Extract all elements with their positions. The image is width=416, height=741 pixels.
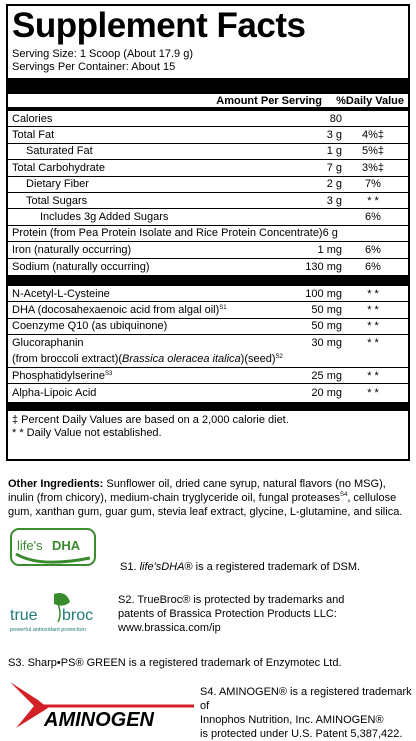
- nutrient-name: Dietary Fiber: [26, 178, 89, 191]
- ingredient-row: [8, 335, 408, 351]
- truebroc-logo-graphic: [8, 588, 106, 634]
- nutrient-row: [8, 111, 408, 127]
- ingredient-source: (from broccoli extract)(: [12, 353, 123, 366]
- thick-divider: [8, 78, 408, 94]
- trademark-s2: [118, 593, 344, 635]
- ingredients-label: Other Ingredients:: [8, 478, 104, 490]
- ingredient-dv: * *: [367, 303, 379, 316]
- ingredient-dv: * *: [367, 320, 379, 333]
- nutrient-dv: 3%‡: [361, 161, 385, 174]
- nutrient-amount: 2 g: [326, 178, 342, 191]
- aminogen-logo: [8, 678, 198, 734]
- ingredient-name: Glucoraphanin: [12, 337, 84, 350]
- s1-text: ® is a registered trademark of DSM.: [184, 561, 361, 573]
- nutrient-name: Iron (naturally occurring): [12, 243, 132, 256]
- ingredients-text-2: , cellulose gum, xanthan gum, guar gum, stevia leaf extract, glycine, L-glutamine, and silica.: [8, 492, 403, 518]
- nutrient-name: Saturated Fat: [26, 145, 93, 158]
- serving-size: Serving Size: 1 Scoop (About 17.9 g): [12, 48, 193, 60]
- logo-tagline: powerful antioxidant protection: [10, 627, 86, 633]
- lifes-dha-logo: [10, 528, 98, 568]
- ingredient-source-end: )(seed): [240, 353, 276, 366]
- aminogen-logo-graphic: [8, 678, 198, 734]
- ingredient-amount: 25 mg: [311, 369, 342, 382]
- ingredients-text: Sunflower oil, dried cane syrup, natural flavors (no MSG), inulin (from chicory), medium-chain tryglyceride oil, fungal proteases: [8, 478, 386, 504]
- servings-per-container: Servings Per Container: About 15: [12, 61, 176, 73]
- ingredient-row: [8, 384, 408, 402]
- nutrient-row: [8, 242, 408, 258]
- nutrient-name: Calories: [12, 112, 53, 125]
- s4-line-2: Innophos Nutrition, Inc. AMINOGEN®: [200, 714, 384, 726]
- ingredient-name: Phosphatidylserine: [12, 369, 105, 382]
- nutrient-row: [8, 259, 408, 275]
- ingredient-amount: 30 mg: [311, 337, 342, 350]
- ingredient-amount: 50 mg: [311, 303, 342, 316]
- nutrient-name: Total Carbohydrate: [12, 161, 105, 174]
- ingredient-latin-name: Brassica oleracea italica: [122, 353, 241, 366]
- s2-line-2: patents of Brassica Protection Products LLC:: [118, 608, 337, 620]
- nutrient-amount: 80: [329, 112, 342, 125]
- ingredient-name: Coenzyme Q10 (as ubiquinone): [12, 320, 168, 333]
- ingredient-amount: 50 mg: [311, 320, 342, 333]
- footnote-not-established: * * Daily Value not established.: [12, 427, 162, 440]
- nutrient-row: [8, 193, 408, 209]
- footnote-ref: S2: [275, 354, 283, 361]
- nutrient-dv: 6%: [365, 211, 381, 224]
- footnote-ref: S3: [104, 370, 113, 377]
- section-divider: [8, 275, 408, 286]
- nutrient-amount: 7 g: [326, 161, 342, 174]
- s4-line-1: S4. AMINOGEN® is a registered trademark of: [200, 686, 412, 712]
- nutrient-name: Total Sugars: [26, 194, 88, 207]
- nutrient-dv: 5%‡: [361, 145, 385, 158]
- logo-text-dha: DHA: [52, 538, 81, 553]
- nutrient-name: Total Fat: [12, 129, 55, 142]
- nutrient-dv: 6%: [365, 243, 381, 256]
- nutrient-dv: 4%‡: [361, 129, 385, 142]
- nutrient-name: Sodium (naturally occurring): [12, 260, 150, 273]
- ingredient-row: [8, 286, 408, 302]
- section-divider: [8, 402, 408, 411]
- logo-text-lifes: life's: [17, 538, 43, 553]
- ingredient-amount: 100 mg: [305, 287, 342, 300]
- lifes-dha-logo-graphic: [10, 528, 98, 568]
- logo-text-true: true: [10, 607, 38, 624]
- nutrient-row: [8, 177, 408, 193]
- s1-prefix: S1.: [120, 561, 140, 573]
- ingredient-dv: * *: [367, 387, 379, 400]
- s4-line-3: is protected under U.S. Patent 5,387,422.: [200, 728, 403, 740]
- ingredient-dv: * *: [367, 337, 379, 350]
- ingredient-dv: * *: [367, 369, 379, 382]
- s2-line-1: S2. TrueBroc® is protected by trademarks and: [118, 594, 345, 606]
- nutrient-name: Protein (from Pea Protein Isolate and Rice Protein Concentrate): [12, 227, 323, 240]
- column-header: [8, 94, 408, 111]
- footnote-dv: ‡ Percent Daily Values are based on a 2,000 calorie diet.: [12, 414, 289, 427]
- ingredient-name: DHA (docosahexaenoic acid from algal oil): [12, 303, 220, 316]
- nutrient-amount: 6 g: [322, 227, 338, 240]
- nutrient-row: [8, 144, 408, 160]
- header-amount: Amount Per Serving: [216, 94, 322, 107]
- ingredient-row-continued: [8, 351, 408, 367]
- ingredient-amount: 20 mg: [311, 387, 342, 400]
- nutrient-dv: * *: [367, 194, 379, 207]
- nutrient-name: Includes 3g Added Sugars: [40, 211, 169, 224]
- nutrient-row: [8, 160, 408, 176]
- ingredient-name: N-Acetyl-L-Cysteine: [12, 287, 110, 300]
- trademark-s3: S3. Sharp•PS® GREEN is a registered trademark of Enzymotec Ltd.: [8, 657, 342, 669]
- logo-text-broc: broc: [62, 607, 94, 624]
- nutrient-amount: 1 mg: [317, 243, 342, 256]
- supplement-facts-panel: [6, 4, 410, 461]
- nutrient-amount: 3 g: [326, 194, 342, 207]
- s1-brand: life'sDHA: [139, 561, 185, 573]
- nutrient-row: [8, 209, 408, 225]
- ingredient-name: Alpha-Lipoic Acid: [12, 387, 97, 400]
- trademark-s4: [200, 685, 416, 741]
- other-ingredients: [8, 477, 408, 519]
- ingredient-row: [8, 368, 408, 384]
- logo-text-aminogen: AMINOGEN: [44, 709, 154, 731]
- trademark-s1: [120, 560, 360, 574]
- nutrient-amount: 130 mg: [305, 260, 342, 273]
- s2-line-3: www.brassica.com/ip: [118, 622, 221, 634]
- nutrient-row: [8, 127, 408, 143]
- ingredient-dv: * *: [367, 287, 379, 300]
- nutrient-amount: 3 g: [326, 129, 342, 142]
- nutrient-amount: 1 g: [326, 145, 342, 158]
- nutrient-row: [8, 226, 408, 242]
- ingredient-row: [8, 319, 408, 335]
- header-dv: %Daily Value: [336, 94, 404, 107]
- nutrient-dv: 6%: [365, 260, 381, 273]
- truebroc-logo: [8, 588, 106, 634]
- footnote-ref: S4: [339, 492, 348, 498]
- footnote-ref: S1: [219, 304, 227, 311]
- nutrient-dv: 7%: [365, 178, 381, 191]
- ingredient-row: [8, 302, 408, 318]
- panel-title: Supplement Facts: [12, 6, 306, 45]
